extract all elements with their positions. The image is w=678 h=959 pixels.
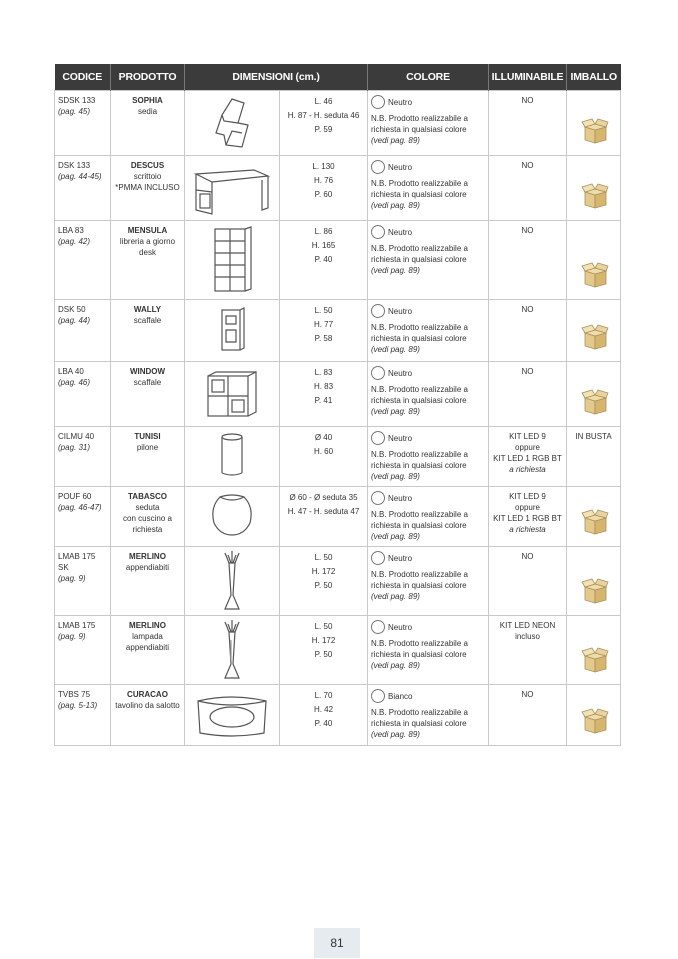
product-cell: [111, 547, 185, 616]
page-number: 81: [314, 928, 360, 958]
dimension-1: L. 83: [314, 368, 333, 377]
packaging-cell: [567, 221, 621, 300]
catalog-page-ref: (pag. 44-45): [58, 172, 102, 181]
illumination-2: oppure: [515, 503, 540, 512]
color-swatch: [371, 95, 385, 109]
table-row: [55, 221, 621, 300]
product-name: WINDOW: [129, 367, 166, 376]
color-name: Bianco: [388, 691, 413, 701]
product-cell: [111, 156, 185, 221]
coffee-table-image: [188, 689, 276, 741]
illumination-cell: [489, 156, 567, 221]
packaging-box-icon: [581, 578, 609, 607]
illumination-1: NO: [521, 305, 534, 314]
product-cell: [111, 685, 185, 746]
illumination-2: incluso: [515, 632, 540, 641]
dimension-2: H. 60: [313, 447, 334, 456]
color-swatch: [371, 689, 385, 703]
code-cell: [55, 362, 111, 427]
color-note: [371, 322, 485, 355]
product-name: TUNISI: [134, 432, 161, 441]
code-cell: [55, 685, 111, 746]
catalog-page-ref: (pag. 42): [58, 237, 91, 246]
color-swatch: [371, 620, 385, 634]
color-name: Neutro: [388, 306, 413, 316]
note-text: N.B. Prodotto realizzabile a richiesta in qualsiasi colore: [371, 450, 468, 470]
color-cell: [368, 91, 489, 156]
illumination-1: KIT LED NEON: [499, 621, 556, 630]
color-cell: [368, 362, 489, 427]
packaging-cell: [567, 156, 621, 221]
catalog-page-ref: (pag. 9): [58, 574, 86, 583]
product-cell: [111, 427, 185, 487]
product-code: LMAB 175: [58, 621, 96, 630]
product-desc-2: *PMMA INCLUSO: [115, 183, 180, 192]
dimensions-cell: [280, 300, 368, 362]
note-text: N.B. Prodotto realizzabile a richiesta in qualsiasi colore: [371, 385, 468, 405]
product-desc-2: con cuscino a: [123, 514, 172, 523]
illumination-cell: [489, 487, 567, 547]
note-page-ref: (vedi pag. 89): [371, 136, 420, 145]
product-table: [54, 64, 621, 746]
color-note: [371, 569, 485, 602]
illumination-cell: [489, 427, 567, 487]
note-text: N.B. Prodotto realizzabile a richiesta in qualsiasi colore: [371, 114, 468, 134]
illumination-3: KIT LED 1 RGB BT: [493, 454, 562, 463]
dimension-1: L. 50: [314, 622, 333, 631]
product-desc-1: lampada: [132, 632, 163, 641]
note-page-ref: (vedi pag. 89): [371, 592, 420, 601]
packaging-box-icon: [581, 647, 609, 676]
product-image-cell: [185, 91, 280, 156]
product-desc-1: scrittoio: [133, 172, 162, 181]
packaging-box-icon: [581, 324, 609, 353]
illumination-1: NO: [521, 96, 534, 105]
product-desc-3: richiesta: [132, 525, 163, 534]
packaging-cell: [567, 685, 621, 746]
note-page-ref: (vedi pag. 89): [371, 472, 420, 481]
packaging-cell: [567, 427, 621, 487]
illumination-1: KIT LED 9: [509, 492, 546, 501]
note-text: N.B. Prodotto realizzabile a richiesta in qualsiasi colore: [371, 639, 468, 659]
product-code: TVBS 75: [58, 690, 91, 699]
table-row: [55, 616, 621, 685]
dimension-2: H. 172: [311, 636, 336, 645]
catalog-page-ref: (pag. 46): [58, 378, 91, 387]
product-name: SOPHIA: [132, 96, 163, 105]
dimensions-cell: [280, 547, 368, 616]
catalog-page-ref: (pag. 31): [58, 443, 91, 452]
color-name: Neutro: [388, 227, 413, 237]
code-cell: [55, 487, 111, 547]
product-code: LMAB 175 SK: [58, 552, 96, 572]
color-note: [371, 449, 485, 482]
dimensions-cell: [280, 616, 368, 685]
product-cell: [111, 362, 185, 427]
product-image-cell: [185, 427, 280, 487]
code-cell: [55, 427, 111, 487]
product-image-cell: [185, 221, 280, 300]
table-row: [55, 362, 621, 427]
color-cell: [368, 547, 489, 616]
packaging-cell: [567, 547, 621, 616]
illumination-1: NO: [521, 690, 534, 699]
catalog-page-ref: (pag. 9): [58, 632, 86, 641]
packaging-box-icon: [581, 183, 609, 212]
product-cell: [111, 300, 185, 362]
table-row: [55, 685, 621, 746]
table-row: [55, 300, 621, 362]
catalog-page-ref: (pag. 5-13): [58, 701, 98, 710]
color-note: [371, 113, 485, 146]
product-name: WALLY: [133, 305, 162, 314]
note-page-ref: (vedi pag. 89): [371, 345, 420, 354]
product-desc-1: tavolino da salotto: [115, 701, 180, 710]
product-desc-2: desk: [139, 248, 156, 257]
product-image-cell: [185, 547, 280, 616]
dimension-2: H. 87 - H. seduta 46: [287, 111, 360, 120]
product-cell: [111, 487, 185, 547]
product-image-cell: [185, 300, 280, 362]
dimension-3: P. 41: [314, 396, 333, 405]
dimension-1: L. 70: [314, 691, 333, 700]
product-code: DSK 50: [58, 305, 86, 314]
color-cell: [368, 487, 489, 547]
dimensions-cell: [280, 91, 368, 156]
product-name: MERLINO: [129, 552, 166, 561]
illumination-1: KIT LED 9: [509, 432, 546, 441]
pillar-image: [188, 431, 276, 479]
shelf-image: [188, 304, 276, 356]
table-row: [55, 547, 621, 616]
product-code: LBA 83: [58, 226, 84, 235]
product-name: MENSULA: [127, 226, 168, 235]
product-desc-1: sedia: [137, 107, 158, 116]
packaging-text: IN BUSTA: [575, 432, 612, 441]
note-page-ref: (vedi pag. 89): [371, 266, 420, 275]
illumination-cell: [489, 547, 567, 616]
dimension-3: P. 50: [314, 650, 333, 659]
color-note: [371, 638, 485, 671]
header-dimensioni: DIMENSIONI (cm.): [185, 64, 368, 91]
table-row: [55, 91, 621, 156]
color-note: [371, 384, 485, 417]
header-illuminabile: ILLUMINABILE: [489, 64, 567, 91]
color-swatch: [371, 491, 385, 505]
illumination-1: NO: [521, 367, 534, 376]
color-cell: [368, 300, 489, 362]
dimension-2: H. 42: [313, 705, 334, 714]
color-name: Neutro: [388, 493, 413, 503]
note-page-ref: (vedi pag. 89): [371, 532, 420, 541]
packaging-box-icon: [581, 509, 609, 538]
color-name: Neutro: [388, 368, 413, 378]
product-cell: [111, 91, 185, 156]
catalog-page-ref: (pag. 45): [58, 107, 91, 116]
code-cell: [55, 91, 111, 156]
packaging-cell: [567, 616, 621, 685]
note-page-ref: (vedi pag. 89): [371, 201, 420, 210]
color-swatch: [371, 431, 385, 445]
code-cell: [55, 221, 111, 300]
color-name: Neutro: [388, 162, 413, 172]
product-code: SDSK 133: [58, 96, 96, 105]
dimension-3: P. 60: [314, 190, 333, 199]
note-text: N.B. Prodotto realizzabile a richiesta in qualsiasi colore: [371, 510, 468, 530]
product-image-cell: [185, 362, 280, 427]
product-code: CILMU 40: [58, 432, 95, 441]
dimensions-cell: [280, 156, 368, 221]
catalog-page-ref: (pag. 46-47): [58, 503, 102, 512]
note-page-ref: (vedi pag. 89): [371, 407, 420, 416]
code-cell: [55, 156, 111, 221]
color-swatch: [371, 304, 385, 318]
dimension-2: H. 83: [313, 382, 334, 391]
illumination-3: KIT LED 1 RGB BT: [493, 514, 562, 523]
product-name: MERLINO: [129, 621, 166, 630]
illumination-1: NO: [521, 161, 534, 170]
table-row: [55, 156, 621, 221]
dimension-2: H. 76: [313, 176, 334, 185]
color-swatch: [371, 366, 385, 380]
product-desc-2: appendiabiti: [125, 643, 170, 652]
table-row: [55, 487, 621, 547]
chair-image: [188, 95, 276, 151]
packaging-cell: [567, 300, 621, 362]
illumination-cell: [489, 616, 567, 685]
illumination-cell: [489, 685, 567, 746]
product-cell: [111, 616, 185, 685]
color-note: [371, 509, 485, 542]
desk-image: [188, 160, 276, 216]
product-name: TABASCO: [128, 492, 167, 501]
color-cell: [368, 616, 489, 685]
header-codice: CODICE: [55, 64, 111, 91]
illumination-4: a richiesta: [509, 525, 546, 534]
dimensions-cell: [280, 487, 368, 547]
dimension-3: P. 40: [314, 719, 333, 728]
pouf-image: [188, 491, 276, 539]
color-swatch: [371, 551, 385, 565]
product-image-cell: [185, 487, 280, 547]
dimension-2: H. 47 - H. seduta 47: [287, 507, 360, 516]
product-name: CURACAO: [127, 690, 168, 699]
color-cell: [368, 427, 489, 487]
product-name: DESCUS: [130, 161, 165, 170]
table-row: [55, 427, 621, 487]
note-text: N.B. Prodotto realizzabile a richiesta in qualsiasi colore: [371, 708, 468, 728]
color-cell: [368, 221, 489, 300]
color-name: Neutro: [388, 622, 413, 632]
packaging-cell: [567, 487, 621, 547]
illumination-cell: [489, 91, 567, 156]
note-page-ref: (vedi pag. 89): [371, 730, 420, 739]
color-swatch: [371, 225, 385, 239]
product-image-cell: [185, 616, 280, 685]
dimension-2: H. 165: [311, 241, 336, 250]
dimension-1: Ø 60 - Ø seduta 35: [289, 493, 358, 502]
dimension-2: H. 172: [311, 567, 336, 576]
dimensions-cell: [280, 427, 368, 487]
note-text: N.B. Prodotto realizzabile a richiesta in qualsiasi colore: [371, 179, 468, 199]
dimension-3: P. 59: [314, 125, 333, 134]
coat-stand-image: [188, 551, 276, 611]
dimensions-cell: [280, 362, 368, 427]
product-desc-1: libreria a giorno: [119, 237, 176, 246]
illumination-1: NO: [521, 552, 534, 561]
code-cell: [55, 300, 111, 362]
dimensions-cell: [280, 221, 368, 300]
product-code: DSK 133: [58, 161, 91, 170]
packaging-cell: [567, 362, 621, 427]
illumination-cell: [489, 221, 567, 300]
illumination-1: NO: [521, 226, 534, 235]
note-text: N.B. Prodotto realizzabile a richiesta in qualsiasi colore: [371, 323, 468, 343]
packaging-box-icon: [581, 118, 609, 147]
illumination-cell: [489, 362, 567, 427]
packaging-box-icon: [581, 262, 609, 291]
dimension-3: P. 58: [314, 334, 333, 343]
product-desc-1: pilone: [136, 443, 159, 452]
color-name: Neutro: [388, 97, 413, 107]
table-header-row: [55, 64, 621, 91]
dimension-3: P. 40: [314, 255, 333, 264]
catalog-page-ref: (pag. 44): [58, 316, 91, 325]
code-cell: [55, 547, 111, 616]
product-image-cell: [185, 156, 280, 221]
color-cell: [368, 685, 489, 746]
illumination-2: oppure: [515, 443, 540, 452]
illumination-4: a richiesta: [509, 465, 546, 474]
note-page-ref: (vedi pag. 89): [371, 661, 420, 670]
note-text: N.B. Prodotto realizzabile a richiesta in qualsiasi colore: [371, 244, 468, 264]
product-desc-1: seduta: [135, 503, 160, 512]
color-name: Neutro: [388, 433, 413, 443]
code-cell: [55, 616, 111, 685]
color-note: [371, 178, 485, 211]
product-cell: [111, 221, 185, 300]
header-colore: COLORE: [368, 64, 489, 91]
dimension-1: L. 50: [314, 553, 333, 562]
dimension-1: L. 86: [314, 227, 333, 236]
dimension-2: H. 77: [313, 320, 334, 329]
product-desc-1: appendiabiti: [125, 563, 170, 572]
product-code: POUF 60: [58, 492, 92, 501]
dimension-1: L. 50: [314, 306, 333, 315]
window-shelf-image: [188, 366, 276, 422]
packaging-box-icon: [581, 389, 609, 418]
coat-stand-lamp-image: [188, 620, 276, 680]
bookcase-image: [188, 225, 276, 295]
note-text: N.B. Prodotto realizzabile a richiesta in qualsiasi colore: [371, 570, 468, 590]
dimension-1: Ø 40: [314, 433, 333, 442]
dimensions-cell: [280, 685, 368, 746]
header-imballo: IMBALLO: [567, 64, 621, 91]
packaging-cell: [567, 91, 621, 156]
color-note: [371, 707, 485, 740]
product-desc-1: scaffale: [133, 378, 162, 387]
color-swatch: [371, 160, 385, 174]
packaging-box-icon: [581, 708, 609, 737]
product-desc-1: scaffale: [133, 316, 162, 325]
color-note: [371, 243, 485, 276]
header-prodotto: PRODOTTO: [111, 64, 185, 91]
product-code: LBA 40: [58, 367, 84, 376]
product-image-cell: [185, 685, 280, 746]
dimension-3: P. 50: [314, 581, 333, 590]
illumination-cell: [489, 300, 567, 362]
dimension-1: L. 46: [314, 97, 333, 106]
color-name: Neutro: [388, 553, 413, 563]
dimension-1: L. 130: [312, 162, 335, 171]
color-cell: [368, 156, 489, 221]
